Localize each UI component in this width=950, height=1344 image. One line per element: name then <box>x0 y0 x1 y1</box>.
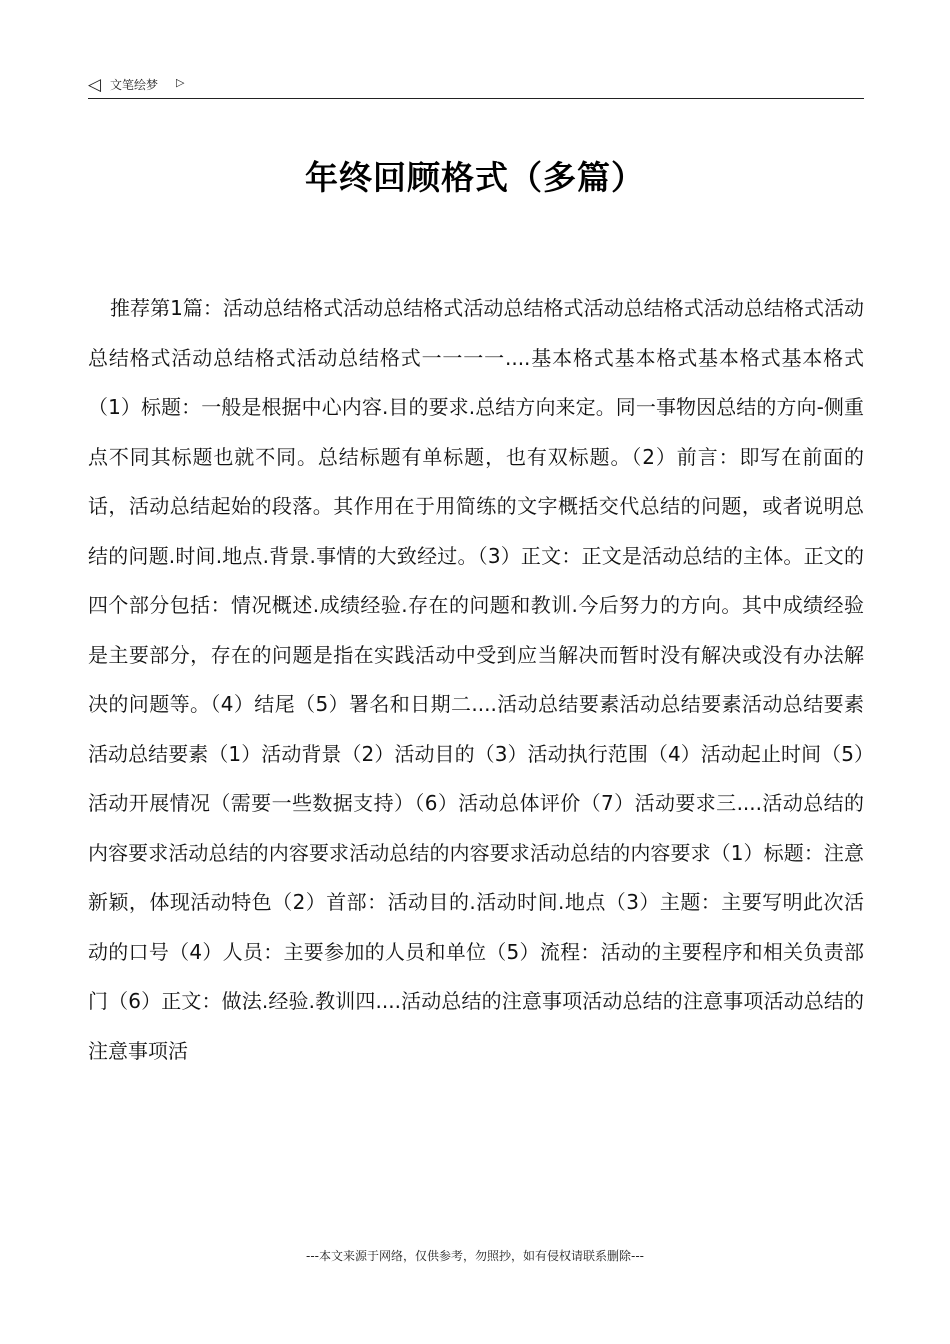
triangle-right-icon: ▷ <box>176 76 185 89</box>
header-brand: 文笔绘梦 <box>110 78 159 92</box>
page-header <box>88 72 864 99</box>
page-footer-note: ---本文来源于网络，仅供参考，勿照抄，如有侵权请联系删除--- <box>306 1249 644 1263</box>
document-title: 年终回顾格式（多篇） <box>305 158 645 197</box>
triangle-left-icon: ◁ <box>88 75 102 95</box>
document-body: 推荐第1篇：活动总结格式活动总结格式活动总结格式活动总结格式活动总结格式活动总结格式活动总结格式活动总结格式一一一一....基本格式基本格式基本格式基本格式（1）标题：一般是根据中心内容.目的要求.总结方向来定。同一事物因总结的方向-侧重点不同其标题也就不同。总结标题有单标题，也有双标题。（2）前言：即写在前面的话，活动总结起始的段落。其作用在于用简练的文字概括交代总结的问题，或者说明总结的问题.时间.地点.背景.事情的大致经过。（3）正文：正文是活动总结的主体。正文的四个部分包括：情况概述.成绩经验.存在的问题和教训.今后努力的方向。其中成绩经验是主要部分，存在的问题是指在实践活动中受到应当解决而暂时没有解决或没有办法解决的问题等。（4）结尾（5）署名和日期二....活动总结要素活动总结要素活动总结要素活动总结要素（1）活动背景（2）活动目的（3）活动执行范围（4）活动起止时间（5）活动开展情况（需要一些数据支持）（6）活动总体评价（7）活动要求三....活动总结的内容要求活动总结的内容要求活动总结的内容要求活动总结的内容要求（1）标题：注意新颖，体现活动特色（2）首部：活动目的.活动时间.地点（3）主题：主要写明此次活动的口号（4）人员：主要参加的人员和单位（5）流程：活动的主要程序和相关负责部门（6）正文：做法.经验.教训四....活动总结的注意事项活动总结的注意事项活动总结的注意事项活 <box>88 296 864 1063</box>
